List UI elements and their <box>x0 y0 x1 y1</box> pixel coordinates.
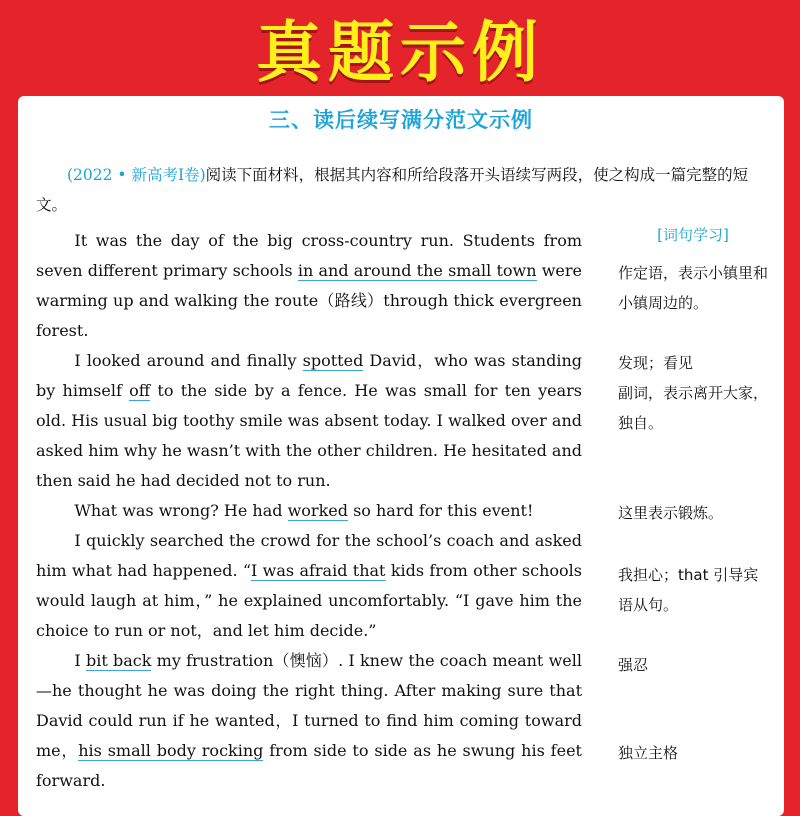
document-page <box>18 96 784 816</box>
note-7: 独立主格 <box>618 744 679 762</box>
text-run: I <box>74 651 86 670</box>
highlight-phrase: off <box>129 381 151 400</box>
highlight-phrase: I was afraid that <box>251 561 386 580</box>
paragraph-1 <box>36 226 582 346</box>
paragraph-3 <box>36 496 582 526</box>
section-title: 三、读后续写满分范文示例 <box>269 108 533 132</box>
highlight-phrase: in and around the small town <box>297 261 537 280</box>
text-run: kids from other schools would laugh at him，” he explained uncomfortably. “I gave him the choice to run or not，and let him decide.” <box>36 561 583 640</box>
text-run: were warming up and walking the route（路线）through thick evergreen forest. <box>36 261 583 340</box>
text-run: so hard for this event! <box>347 501 534 520</box>
note-4: 这里表示锻炼。 <box>618 504 724 522</box>
note-2: 发现；看见 <box>618 354 694 372</box>
paragraph-5 <box>36 646 582 796</box>
highlight-phrase: spotted <box>302 351 364 370</box>
header-banner <box>0 0 800 92</box>
text-run: from side to side as he swung his feet forward. <box>36 741 582 790</box>
sidebar-heading: [词句学习] <box>657 226 729 244</box>
text-run: David，who was standing by himself <box>36 351 582 400</box>
text-run: What was wrong? He had <box>74 501 288 520</box>
paragraph-4 <box>36 526 582 646</box>
text-run: to the side by a fence. He was small for ten years old. His usual big toothy smile was absent today. I walked over and asked him why he wasn’t with the other children. He hesitated and then said he had decided not to run. <box>36 381 583 490</box>
text-run: It was the day of the big cross-country run. Students from seven different primary schools <box>36 231 582 280</box>
note-6: 强忍 <box>618 656 649 674</box>
text-run: I looked around and finally <box>74 351 303 370</box>
note-1: 作定语，表示小镇里和小镇周边的。 <box>618 264 769 312</box>
note-5: 我担心；that 引导宾语从句。 <box>618 566 759 614</box>
exam-source: (2022 • 新高考Ⅰ卷) <box>67 166 206 184</box>
highlight-phrase: bit back <box>85 651 152 670</box>
paragraph-2 <box>36 346 582 496</box>
intro-text: 阅读下面材料，根据其内容和所给段落开头语续写两段，使之构成一篇完整的短文。 <box>36 166 749 214</box>
text-run: I quickly searched the crowd for the school’s coach and asked him what had happened. “ <box>36 531 582 580</box>
note-3: 副词，表示离开大家，独自。 <box>618 384 769 432</box>
highlight-phrase: his small body rocking <box>78 741 264 760</box>
highlight-phrase: worked <box>287 501 348 520</box>
text-run: my frustration（懊恼）. I knew the coach meant well—he thought he was doing the right thing. After making sure that David could run if he wanted，I turned to find him coming toward me， <box>36 651 582 760</box>
intro-paragraph <box>36 160 764 220</box>
banner-title: 真题示例 <box>256 13 544 91</box>
passage <box>36 226 582 796</box>
